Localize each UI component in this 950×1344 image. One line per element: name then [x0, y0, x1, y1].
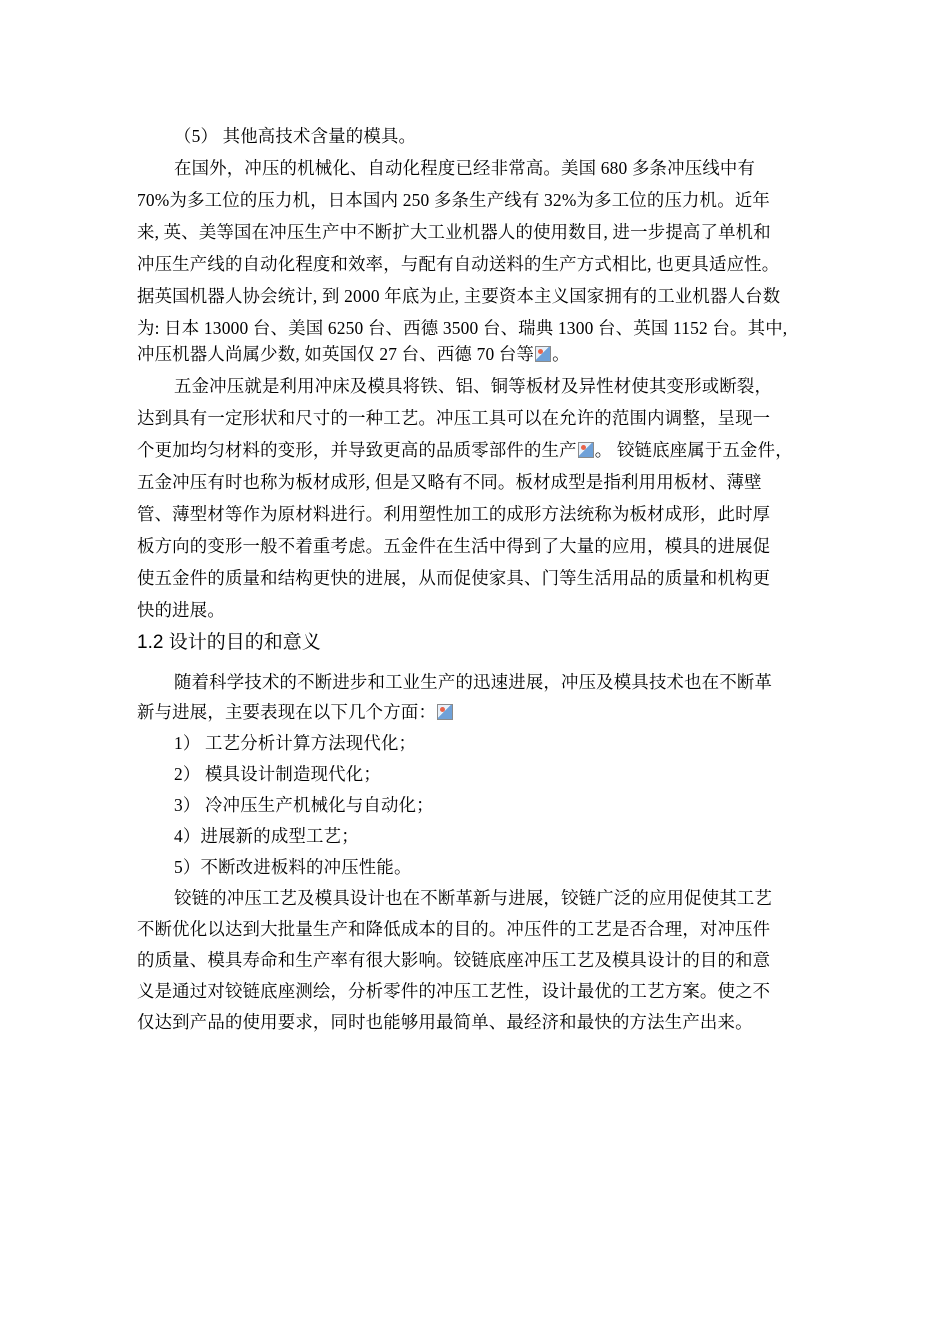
paragraph-line: 随着科学技术的不断进步和工业生产的迅速进展，冲压及模具技术也在不断革 [174, 672, 773, 692]
line-text: 个更加均匀材料的变形，并导致更高的品质零部件的生产 [137, 440, 577, 460]
paragraph-line: 管、薄型材等作为原材料进行。利用塑性加工的成形方法统称为板材成形，此时厚 [137, 504, 771, 524]
paragraph-line: 不断优化以达到大批量生产和降低成本的目的。冲压件的工艺是否合理，对冲压件 [137, 919, 771, 939]
paragraph-line: 据英国机器人协会统计, 到 2000 年底为止, 主要资本主义国家拥有的工业机器人台数 [137, 286, 781, 306]
paragraph-line: 来, 英、美等国在冲压生产中不断扩大工业机器人的使用数目, 进一步提高了单机和 [137, 222, 771, 242]
broken-image-icon[interactable] [578, 442, 594, 458]
paragraph-line: 使五金件的质量和结构更快的进展，从而促使家具、门等生活用品的质量和机构更 [137, 568, 771, 588]
paragraph-line: 板方向的变形一般不着重考虑。五金件在生活中得到了大量的应用，模具的进展促 [137, 536, 771, 556]
paragraph-line: 快的进展。 [137, 600, 225, 620]
paragraph-line-with-ref [137, 438, 793, 462]
paragraph-line: 70%为多工位的压力机，日本国内 250 多条生产线有 32%为多工位的压力机。近年 [137, 190, 771, 210]
list-item-5: （5） 其他高技术含量的模具。 [174, 126, 417, 146]
paragraph-line: 仅达到产品的使用要求，同时也能够用最简单、最经济和最快的方法生产出来。 [137, 1012, 753, 1032]
list-item: 2） 模具设计制造现代化； [174, 764, 381, 784]
paragraph-line: 五金冲压就是利用冲床及模具将铁、铝、铜等板材及异性材使其变形或断裂， [174, 376, 773, 396]
paragraph-line: 为: 日本 13000 台、美国 6250 台、西德 3500 台、瑞典 1300 台、英国 1152 台。其中, [137, 318, 788, 338]
list-item: 5）不断改进板料的冲压性能。 [174, 857, 412, 877]
paragraph-line: 在国外，冲压的机械化、自动化程度已经非常高。美国 680 多条冲压线中有 [174, 158, 756, 178]
list-item: 1） 工艺分析计算方法现代化； [174, 733, 417, 753]
line-text: 冲压机器人尚属少数, 如英国仅 27 台、西德 70 台等 [137, 344, 535, 364]
broken-image-icon[interactable] [437, 704, 453, 720]
paragraph-line-with-ref [137, 700, 454, 724]
broken-image-icon[interactable] [535, 346, 551, 362]
paragraph-line: 五金冲压有时也称为板材成形, 但是又略有不同。板材成型是指利用用板材、薄壁 [137, 472, 762, 492]
line-text: 新与进展，主要表现在以下几个方面： [137, 702, 437, 722]
section-heading: 1.2 设计的目的和意义 [137, 632, 321, 653]
paragraph-line: 达到具有一定形状和尺寸的一种工艺。冲压工具可以在允许的范围内调整，呈现一 [137, 408, 771, 428]
line-text: 。 [552, 344, 570, 364]
list-item: 4）进展新的成型工艺； [174, 826, 359, 846]
paragraph-line: 义是通过对铰链底座测绘，分析零件的冲压工艺性，设计最优的工艺方案。使之不 [137, 981, 771, 1001]
line-text: 。 铰链底座属于五金件， [594, 440, 793, 460]
paragraph-line: 铰链的冲压工艺及模具设计也在不断革新与进展，铰链广泛的应用促使其工艺 [174, 888, 773, 908]
paragraph-line: 冲压生产线的自动化程度和效率，与配有自动送料的生产方式相比, 也更具适应性。 [137, 254, 780, 274]
list-item: 3） 冷冲压生产机械化与自动化； [174, 795, 434, 815]
paragraph-line: 的质量、模具寿命和生产率有很大影响。铰链底座冲压工艺及模具设计的目的和意 [137, 950, 771, 970]
paragraph-line-with-ref [137, 342, 570, 366]
